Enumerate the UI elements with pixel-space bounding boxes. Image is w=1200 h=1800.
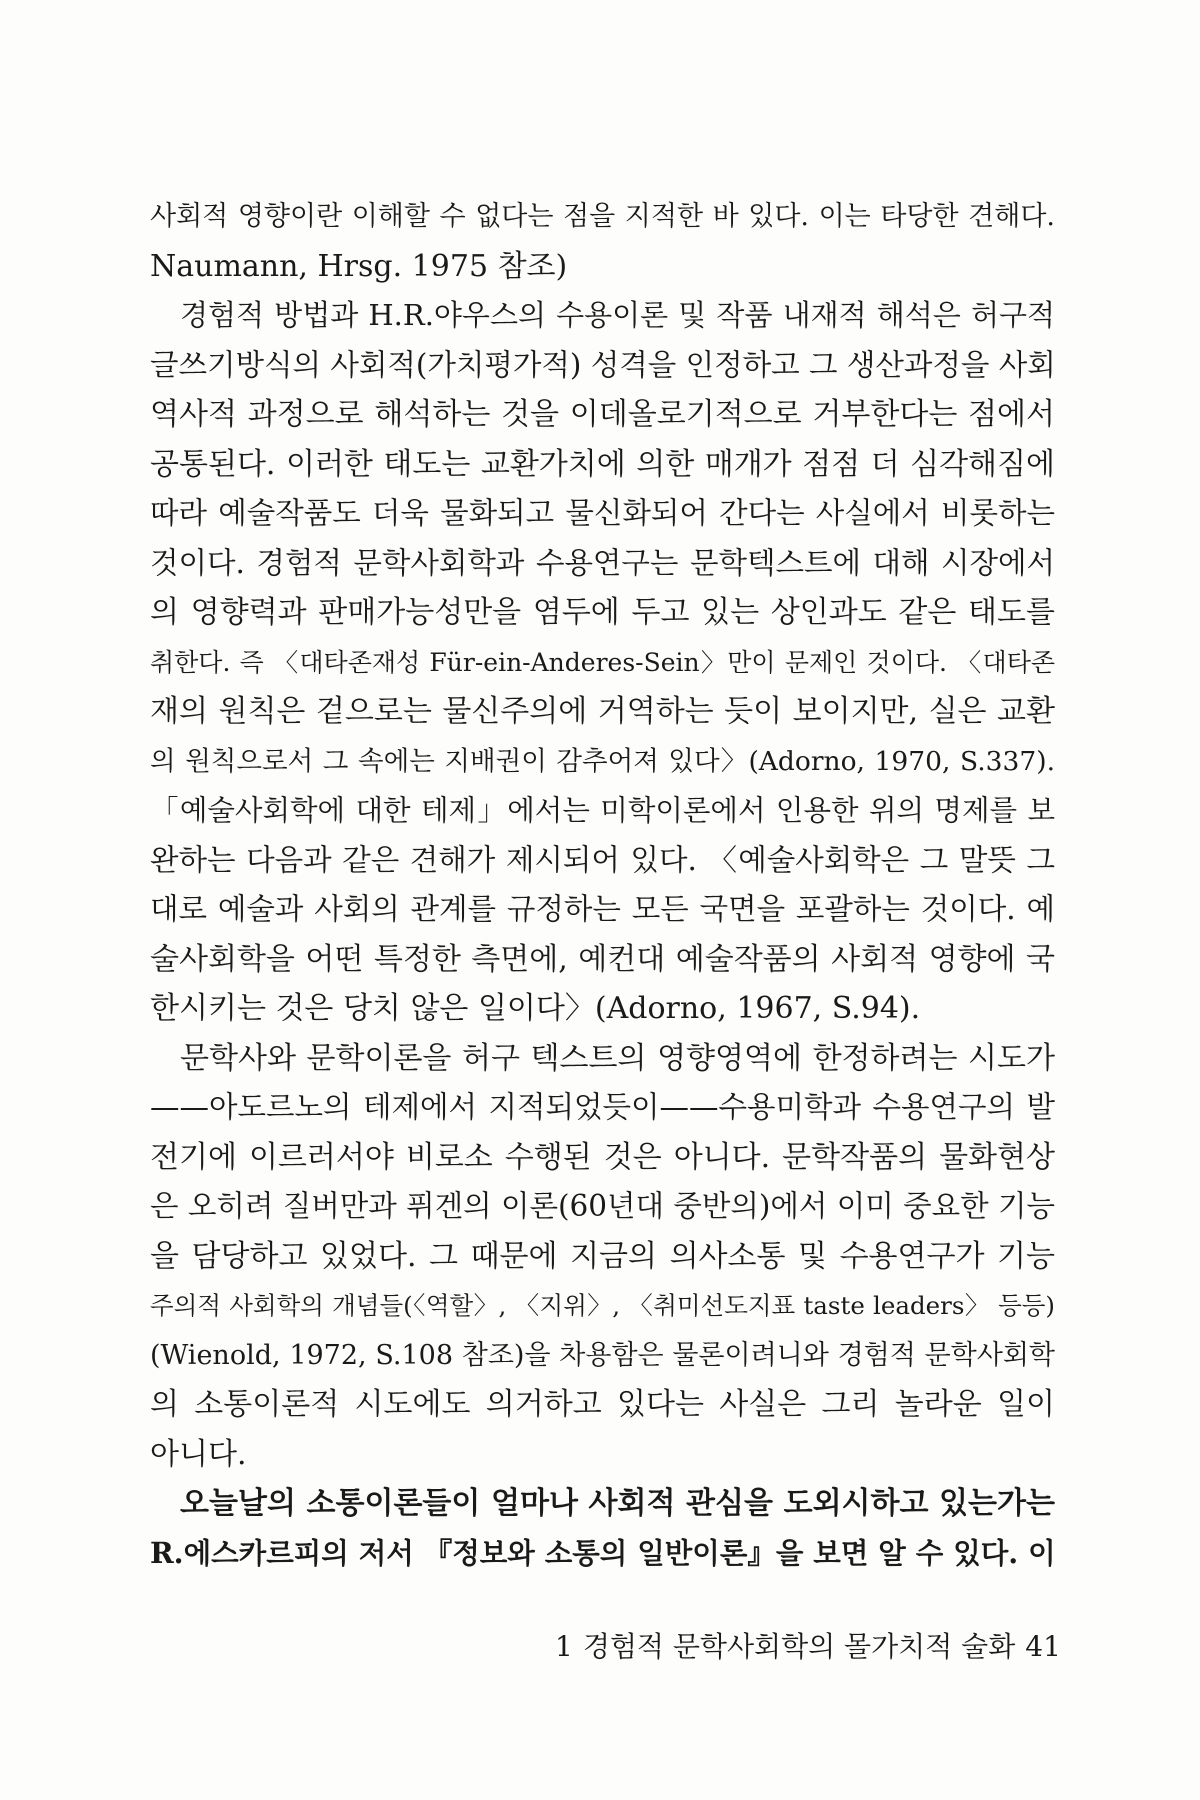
text-line: ——아도르노의 테제에서 지적되었듯이——수용미학과 수용연구의 발 (150, 1090, 1055, 1124)
text-line: 글쓰기방식의 사회적(가치평가적) 성격을 인정하고 그 생산과정을 사회 (150, 347, 1056, 382)
text-line: (Wienold, 1972, S.108 참조)을 차용함은 물론이려니와 경험적 문학사회학 (150, 1339, 1055, 1371)
text-line: 역사적 과정으로 해석하는 것을 이데올로기적으로 거부한다는 점에서 (150, 397, 1055, 432)
page-number: 41 (1025, 1630, 1061, 1663)
text-line: 오늘날의 소통이론들이 얼마나 사회적 관심을 도외시하고 있는가는 (180, 1486, 1055, 1521)
chapter-number: 1 (555, 1630, 573, 1663)
text-line: 완하는 다음과 같은 견해가 제시되어 있다. 〈예술사회학은 그 말뜻 그 (150, 842, 1055, 877)
text-line: 대로 예술과 사회의 관계를 규정하는 모든 국면을 포괄하는 것이다. 예 (150, 892, 1055, 926)
text-line: 아니다. (150, 1436, 247, 1472)
text-line: 「예술사회학에 대한 테제」에서는 미학이론에서 인용한 위의 명제를 보 (150, 794, 1055, 827)
text-line: 취한다. 즉 〈대타존재성 Für-ein-Anderes-Sein〉만이 문제인 것이다. 〈대타존 (150, 647, 1055, 677)
text-line: 문학사와 문학이론을 허구 텍스트의 영향영역에 한정하려는 시도가 (180, 1040, 1055, 1076)
running-footer (545, 1625, 1061, 1665)
text-line: 을 담당하고 있었다. 그 때문에 지금의 의사소통 및 수용연구가 기능 (150, 1238, 1055, 1274)
text-line: 경험적 방법과 H.R.야우스의 수용이론 및 작품 내재적 해석은 허구적 (180, 298, 1055, 332)
text-line: 은 오히려 질버만과 퓌겐의 이론(60년대 중반의)에서 이미 중요한 기능 (150, 1189, 1055, 1223)
chapter-title: 경험적 문학사회학의 몰가치적 술화 (582, 1630, 1016, 1663)
body-text (150, 192, 1055, 1578)
text-line: 재의 원칙은 겉으로는 물신주의에 거역하는 듯이 보이지만, 실은 교환 (150, 694, 1055, 729)
text-line: 전기에 이르러서야 비로소 수행된 것은 아니다. 문학작품의 물화현상 (150, 1139, 1055, 1175)
text-line: 공통된다. 이러한 태도는 교환가치에 의한 매개가 점점 더 심각해짐에 (150, 446, 1055, 482)
text-line: R.에스카르피의 저서 『정보와 소통의 일반이론』을 보면 알 수 있다. 이 (150, 1535, 1056, 1570)
text-line: 것이다. 경험적 문학사회학과 수용연구는 문학텍스트에 대해 시장에서 (150, 545, 1055, 580)
text-line: 주의적 사회학의 개념들(〈역할〉, 〈지위〉, 〈취미선도지표 taste leaders〉 등등) (150, 1291, 1055, 1320)
text-line: 따라 예술작품도 더욱 물화되고 물신화되어 간다는 사실에서 비롯하는 (150, 496, 1055, 530)
text-line: 사회적 영향이란 이해할 수 없다는 점을 지적한 바 있다. 이는 타당한 견해다. (150, 201, 1055, 232)
text-line: 의 소통이론적 시도에도 의거하고 있다는 사실은 그리 놀라운 일이 (150, 1387, 1055, 1422)
text-line: 술사회학을 어떤 특정한 측면에, 예컨대 예술작품의 사회적 영향에 국 (150, 941, 1055, 977)
text-line: 의 영향력과 판매가능성만을 염두에 두고 있는 상인과도 같은 태도를 (150, 595, 1055, 630)
text-line: 한시키는 것은 당치 않은 일이다〉(Adorno, 1967, S.94). (150, 991, 921, 1026)
text-line: Naumann, Hrsg. 1975 참조) (150, 248, 568, 284)
text-line: 의 원칙으로서 그 속에는 지배권이 감추어져 있다〉(Adorno, 1970, S.337). (150, 745, 1055, 777)
